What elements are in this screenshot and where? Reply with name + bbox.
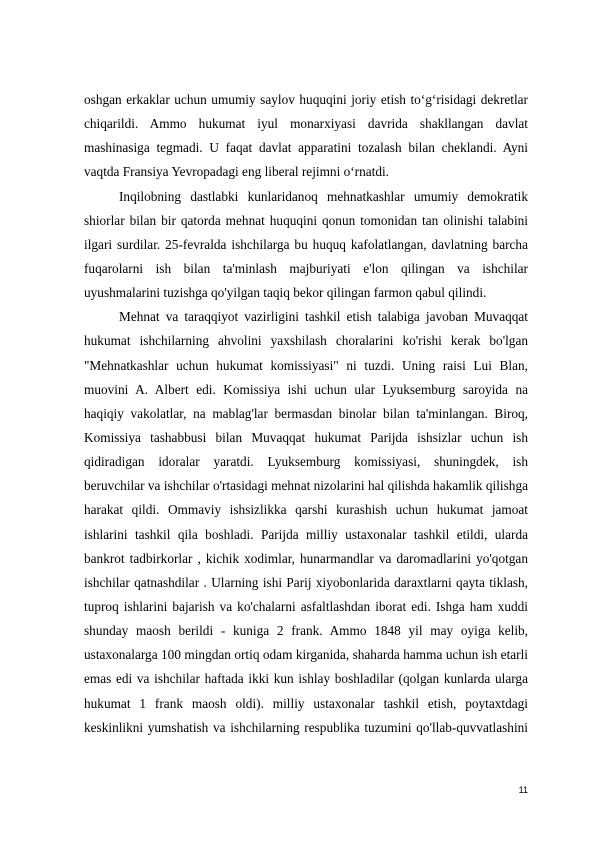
text-line: ustaxonalarga 100 mingdan ortiq odam kirganida, shaharda hamma uchun ish etarli [84,647,528,663]
text-line: oshgan erkaklar uchun umumiy saylov huquqini joriy etish to‘g‘risidagi dekretlar [84,92,528,107]
text-line: haqiqiy vakolatlar, na mablag'lar bermasdan binolar bilan ta'minlangan. Biroq, [84,405,528,421]
text-line: Inqilobning dastlabki kunlaridanoq mehnatkashlar umumiy demokratik [119,188,528,204]
text-line: fuqarolarni ish bilan ta'minlash majburiyati e'lon qilingan va ishchilar [84,260,528,276]
text-line: Komissiya tashabbusi bilan Muvaqqat hukumat Parijda ishsizlar uchun ish [84,429,528,445]
text-line: ishchilar qatnashdilar . Ularning ishi Parij xiyobonlarida daraxtlarni qayta tiklash, [84,574,528,590]
paragraph-3 [84,305,528,740]
text-line: harakat qildi. Ommaviy ishsizlikka qarshi kurashish uchun hukumat jamoat [84,502,528,518]
text-line: emas edi va ishchilar haftada ikki kun ishlay boshladilar (qolgan kunlarda ularga [84,671,528,687]
text-line: muovini A. Albert edi. Komissiya ishi uchun ular Lyuksemburg saroyida na [84,381,528,397]
text-line: ishlarini tashkil qila boshladi. Parijda milliy ustaxonalar tashkil etildi, ularda [84,526,528,542]
text-line: chiqarildi. Ammo hukumat iyul monarxiyasi davrida shakllangan davlat [84,116,528,132]
text-line: bankrot tadbirkorlar , kichik xodimlar, hunarmandlar va daromadlarini yo'qotgan [84,550,528,566]
text-line: Mehnat va taraqqiyot vazirligini tashkil etish talabiga javoban Muvaqqat [119,309,528,325]
text-line: vaqtda Fransiya Yevropadagi eng liberal rejimni o‘rnatdi. [84,164,390,180]
page-number: 11 [518,785,528,795]
text-line: qidiradigan idoralar yaratdi. Lyuksemburg komissiyasi, shuningdek, ish [84,454,528,470]
text-line: hukumat ishchilarning ahvolini yaxshilash choralarini ko'rishi kerak bo'lgan [84,333,528,349]
text-line: shiorlar bilan bir qatorda mehnat huquqini qonun tomonidan tan olinishi talabini [84,212,528,228]
text-line: ilgari surdilar. 25-fevralda ishchilarga bu huquq kafolatlangan, davlatning barcha [84,236,528,252]
paragraph-1 [84,88,528,185]
text-line: shunday maosh berildi - kuniga 2 frank. Ammo 1848 yil may oyiga kelib, [84,623,528,639]
text-line: tuproq ishlarini bajarish va ko'chalarni asfaltlashdan iborat edi. Ishga ham xuddi [84,598,528,614]
text-line: hukumat 1 frank maosh oldi). milliy ustaxonalar tashkil etish, poytaxtdagi [84,695,528,711]
document-body [84,88,528,740]
paragraph-2 [84,185,528,306]
text-line: mashinasiga tegmadi. U faqat davlat apparatini tozalash bilan cheklandi. Ayni [84,140,528,156]
text-line: beruvchilar va ishchilar o'rtasidagi mehnat nizolarini hal qilishda hakamlik qilishga [84,478,528,494]
text-line: uyushmalarini tuzishga qo'yilgan taqiq bekor qilingan farmon qabul qilindi. [84,285,487,301]
text-line: "Mehnatkashlar uchun hukumat komissiyasi" ni tuzdi. Uning raisi Lui Blan, [84,357,528,373]
text-line: keskinlikni yumshatish va ishchilarning respublika tuzumini qo'llab-quvvatlashini [84,719,528,735]
